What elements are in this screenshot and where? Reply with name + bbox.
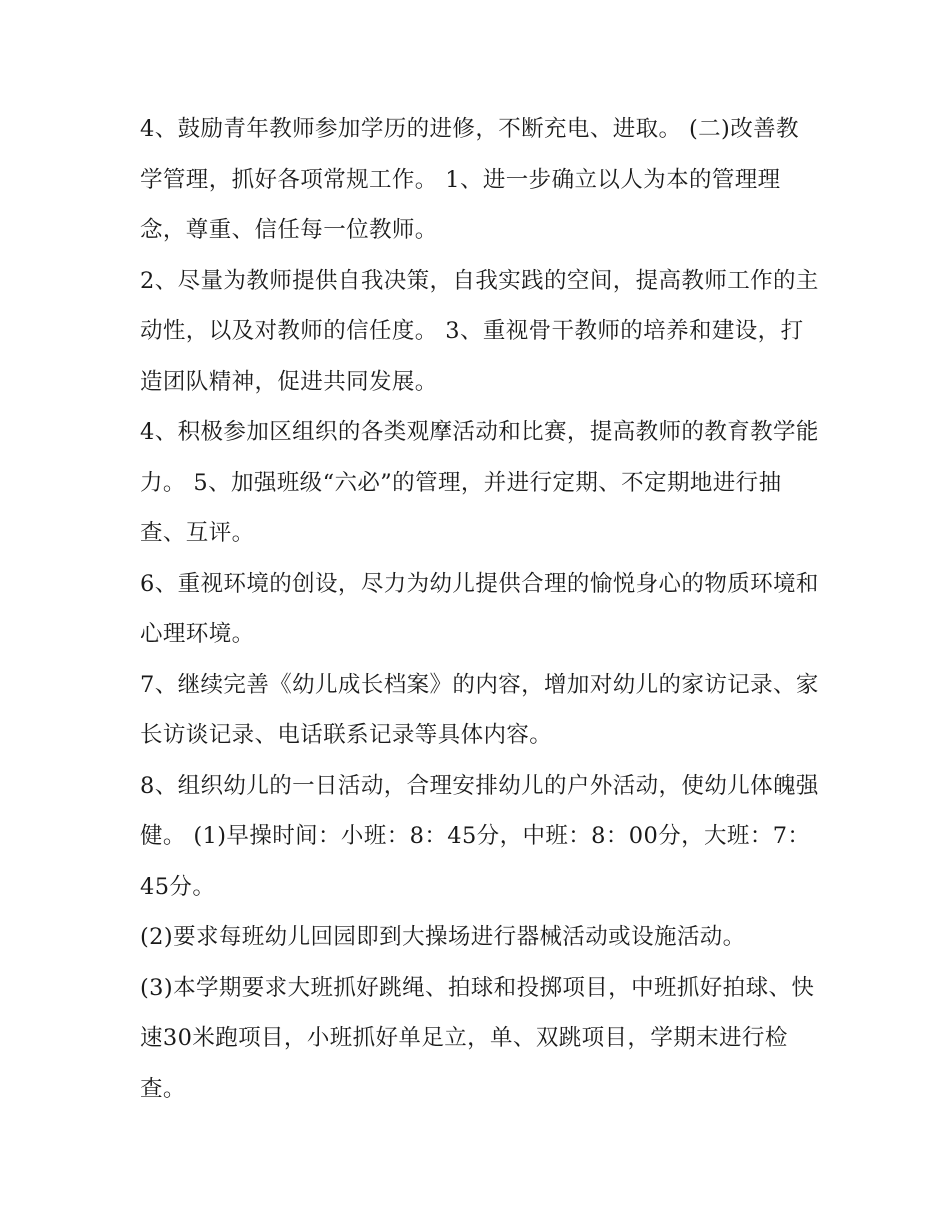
paragraph-teacher-autonomy: 2、尽量为教师提供自我决策，自我实践的空间，提高教师工作的主动性，以及对教师的信任度。 3、重视骨干教师的培养和建设，打造团队精神，促进共同发展。 <box>140 267 819 395</box>
paragraph-observation-activities: 4、积极参加区组织的各类观摩活动和比赛，提高教师的教育教学能力。 5、加强班级“六必”的管理，并进行定期、不定期地进行抽查、互评。 <box>140 419 819 546</box>
paragraph-environment: 6、重视环境的创设，尽力为幼儿提供合理的愉悦身心的物质环境和心理环境。 <box>140 570 819 647</box>
paragraph-growth-records: 7、继续完善《幼儿成长档案》的内容，增加对幼儿的家访记录、家长访谈记录、电话联系记录等具体内容。 <box>140 671 819 748</box>
paragraph-teacher-training: 4、鼓励青年教师参加学历的进修，不断充电、进取。 (二)改善教学管理，抓好各项常规工作。 1、进一步确立以人为本的管理理念，尊重、信任每一位教师。 <box>140 116 799 243</box>
paragraph-sports-items: (3)本学期要求大班抓好跳绳、拍球和投掷项目，中班抓好拍球、快速30米跑项目，小班抓好单足立，单、双跳项目，学期末进行检查。 <box>140 974 815 1102</box>
paragraph-daily-activities: 8、组织幼儿的一日活动，合理安排幼儿的户外活动，使幼儿体魄强健。 (1)早操时间：小班：8：45分，中班：8：00分，大班：7：45分。 <box>140 772 819 900</box>
document-body <box>140 104 820 1114</box>
paragraph-equipment-activities: (2)要求每班幼儿回园即到大操场进行器械活动或设施活动。 <box>140 924 746 950</box>
